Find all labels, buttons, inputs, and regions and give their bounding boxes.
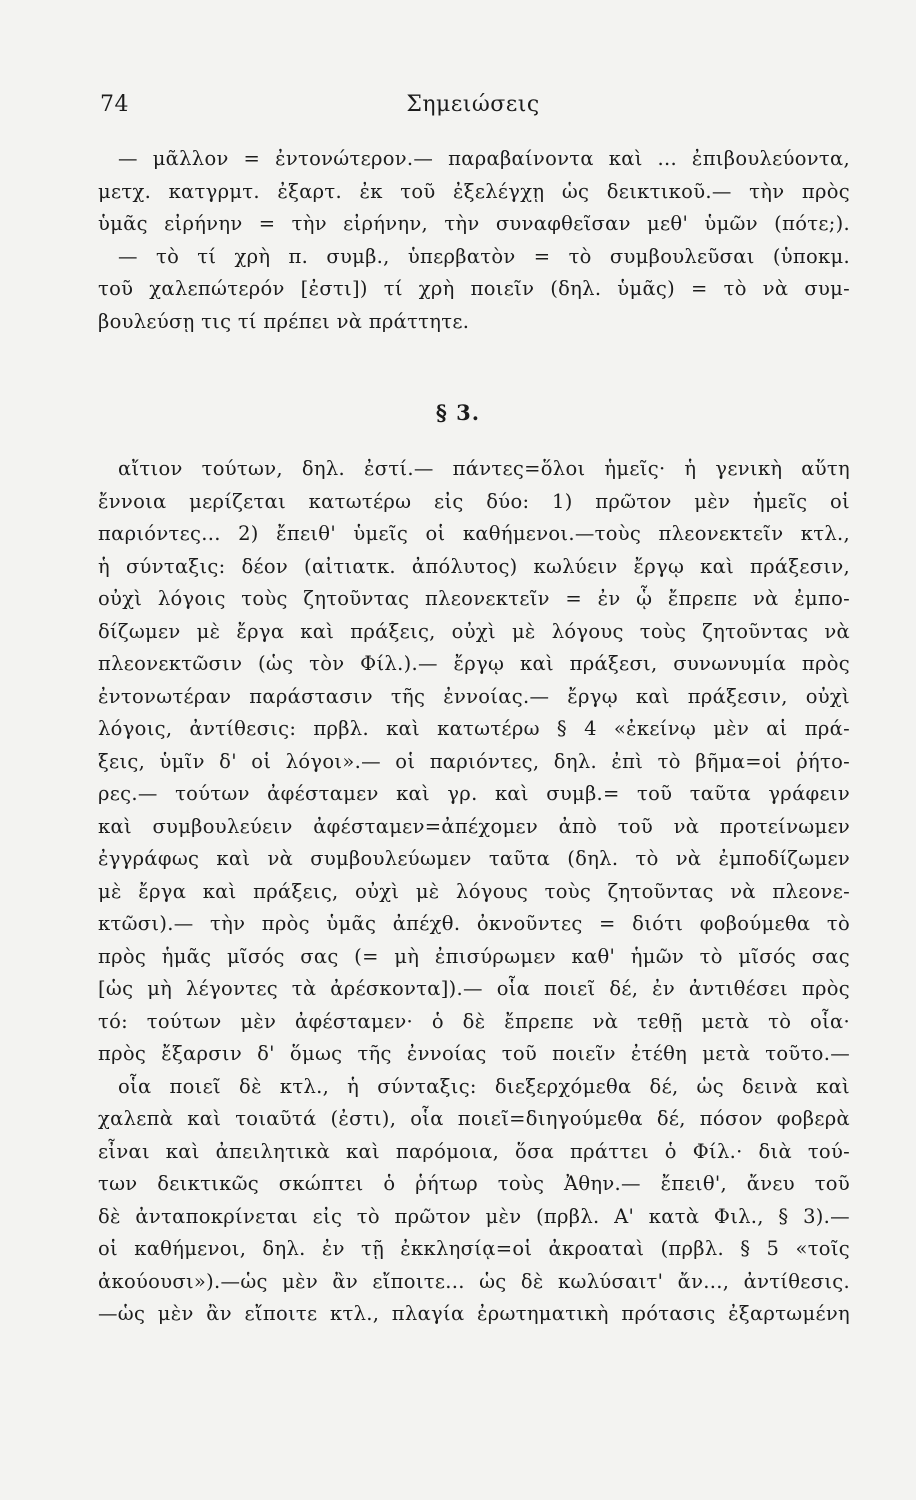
text-line: — μᾶλλον = ἐντονώτερον.— παραβαίνοντα καὶ ... ἐπιβουλεύοντα,	[118, 147, 850, 170]
text-line: ὑμᾶς εἰρήνην = τὴν εἰρήνην, τὴν συναφθεῖσαν μεθ' ὑμῶν (πότε;).	[98, 212, 850, 235]
text-line: δὲ ἀνταποκρίνεται εἰς τὸ πρῶτον μὲν (πρβλ. Α' κατὰ Φιλ., § 3).—	[98, 1204, 850, 1228]
running-title: Σημειώσεις	[406, 92, 540, 117]
text-line: πρὸς ἔξαρσιν δ' ὅμως τῆς ἐννοίας τοῦ ποιεῖν ἐτέθη μετὰ τοῦτο.—	[98, 1042, 850, 1065]
page-number: 74	[100, 92, 129, 117]
text-line: τό: τούτων μὲν ἀφέσταμεν· ὁ δὲ ἔπρεπε νὰ τεθῇ μετὰ τὸ οἷα·	[98, 1009, 850, 1033]
text-line: πρὸς ἡμᾶς μῖσός σας (= μὴ ἐπισύρωμεν καθ' ἡμῶν τὸ μῖσός σας	[98, 944, 850, 968]
text-line: — τὸ τί χρὴ π. συμβ., ὑπερβατὸν = τὸ συμβουλεῦσαι (ὑποκμ.	[118, 244, 850, 268]
text-line: οἱ καθήμενοι, δηλ. ἐν τῇ ἐκκλησίᾳ=οἱ ἀκροαταὶ (πρβλ. § 5 «τοῖς	[98, 1237, 850, 1260]
text-line: ἐντονωτέραν παράστασιν τῆς ἐννοίας.— ἔργῳ καὶ πράξεσιν, οὐχὶ	[98, 684, 850, 708]
text-line: —ὡς μὲν ἂν εἴποιτε κτλ., πλαγία ἐρωτηματικὴ πρότασις ἐξαρτωμένη	[98, 1302, 850, 1325]
text-line: ρες.— τούτων ἀφέσταμεν καὶ γρ. καὶ συμβ.= τοῦ ταῦτα γράφειν	[98, 782, 850, 805]
text-line: μετχ. κατγρμτ. ἐξαρτ. ἐκ τοῦ ἐξελέγχῃ ὡς δεικτικοῦ.— τὴν πρὸς	[98, 179, 850, 203]
text-line: δίζωμεν μὲ ἔργα καὶ πράξεις, οὐχὶ μὲ λόγους τοὺς ζητοῦντας νὰ	[98, 619, 850, 643]
text-line: τοῦ χαλεπώτερόν [ἐστι]) τί χρὴ ποιεῖν (δηλ. ὑμᾶς) = τὸ νὰ συμ-	[98, 277, 850, 300]
page-header	[100, 92, 846, 128]
notes-paragraph-1	[98, 143, 850, 338]
text-line: οὐχὶ λόγοις τοὺς ζητοῦντας πλεονεκτεῖν = ἐν ᾧ ἔπρεπε νὰ ἐμπο-	[98, 587, 850, 610]
text-line: καὶ συμβουλεύειν ἀφέσταμεν=ἀπέχομεν ἀπὸ τοῦ νὰ προτείνωμεν	[98, 814, 850, 838]
text-line: κτῶσι).— τὴν πρὸς ὑμᾶς ἀπέχθ. ὀκνοῦντες = διότι φοβούμεθα τὸ	[98, 912, 850, 935]
text-line: ἔννοια μερίζεται κατωτέρω εἰς δύο: 1) πρῶτον μὲν ἡμεῖς οἱ	[98, 489, 850, 513]
text-line: οἷα ποιεῖ δὲ κτλ., ἡ σύνταξις: διεξερχόμεθα δέ, ὡς δεινὰ καὶ	[118, 1074, 850, 1098]
text-line: παριόντες... 2) ἔπειθ' ὑμεῖς οἱ καθήμενοι.—τοὺς πλεονεκτεῖν κτλ.,	[98, 522, 850, 545]
text-line: ἡ σύνταξις: δέον (αἰτιατκ. ἀπόλυτος) κωλύειν ἔργῳ καὶ πράξεσιν,	[98, 554, 850, 578]
text-line: ἐγγράφως καὶ νὰ συμβουλεύωμεν ταῦτα (δηλ. τὸ νὰ ἐμποδίζωμεν	[98, 847, 850, 870]
text-line: λόγοις, ἀντίθεσις: πρβλ. καὶ κατωτέρω § 4 «ἐκείνῳ μὲν αἱ πρά-	[98, 717, 850, 740]
text-line: των δεικτικῶς σκώπτει ὁ ῥήτωρ τοὺς Ἀθην.— ἔπειθ', ἄνευ τοῦ	[98, 1172, 850, 1195]
text-line: χαλεπὰ καὶ τοιαῦτά (ἐστι), οἷα ποιεῖ=διηγούμεθα δέ, πόσον φοβερὰ	[98, 1107, 850, 1130]
text-line: [ὡς μὴ λέγοντες τὰ ἀρέσκοντα]).— οἷα ποιεῖ δέ, ἐν ἀντιθέσει πρὸς	[98, 977, 850, 1000]
section-heading: § 3.	[435, 400, 481, 425]
text-line: ἀκούουσι»).—ὡς μὲν ἂν εἴποιτε... ὡς δὲ κωλύσαιτ' ἄν..., ἀντίθεσις.	[98, 1269, 850, 1293]
text-line: ξεις, ὑμῖν δ' οἱ λόγοι».— οἱ παριόντες, δηλ. ἐπὶ τὸ βῆμα=οἱ ῥήτο-	[98, 749, 850, 773]
text-line: βουλεύσῃ τις τί πρέπει νὰ πράττητε.	[98, 309, 470, 333]
text-line: αἴτιον τούτων, δηλ. ἐστί.— πάντες=ὅλοι ἡμεῖς· ἡ γενικὴ αὕτη	[118, 457, 850, 480]
text-line: μὲ ἔργα καὶ πράξεις, οὐχὶ μὲ λόγους τοὺς ζητοῦντας νὰ πλεονε-	[98, 879, 850, 903]
text-line: πλεονεκτῶσιν (ὡς τὸν Φίλ.).— ἔργῳ καὶ πράξεσι, συνωνυμία πρὸς	[98, 652, 850, 675]
notes-paragraph-2	[98, 453, 850, 1331]
text-line: εἶναι καὶ ἀπειλητικὰ καὶ παρόμοια, ὅσα πράττει ὁ Φίλ.· διὰ τού-	[98, 1139, 850, 1163]
